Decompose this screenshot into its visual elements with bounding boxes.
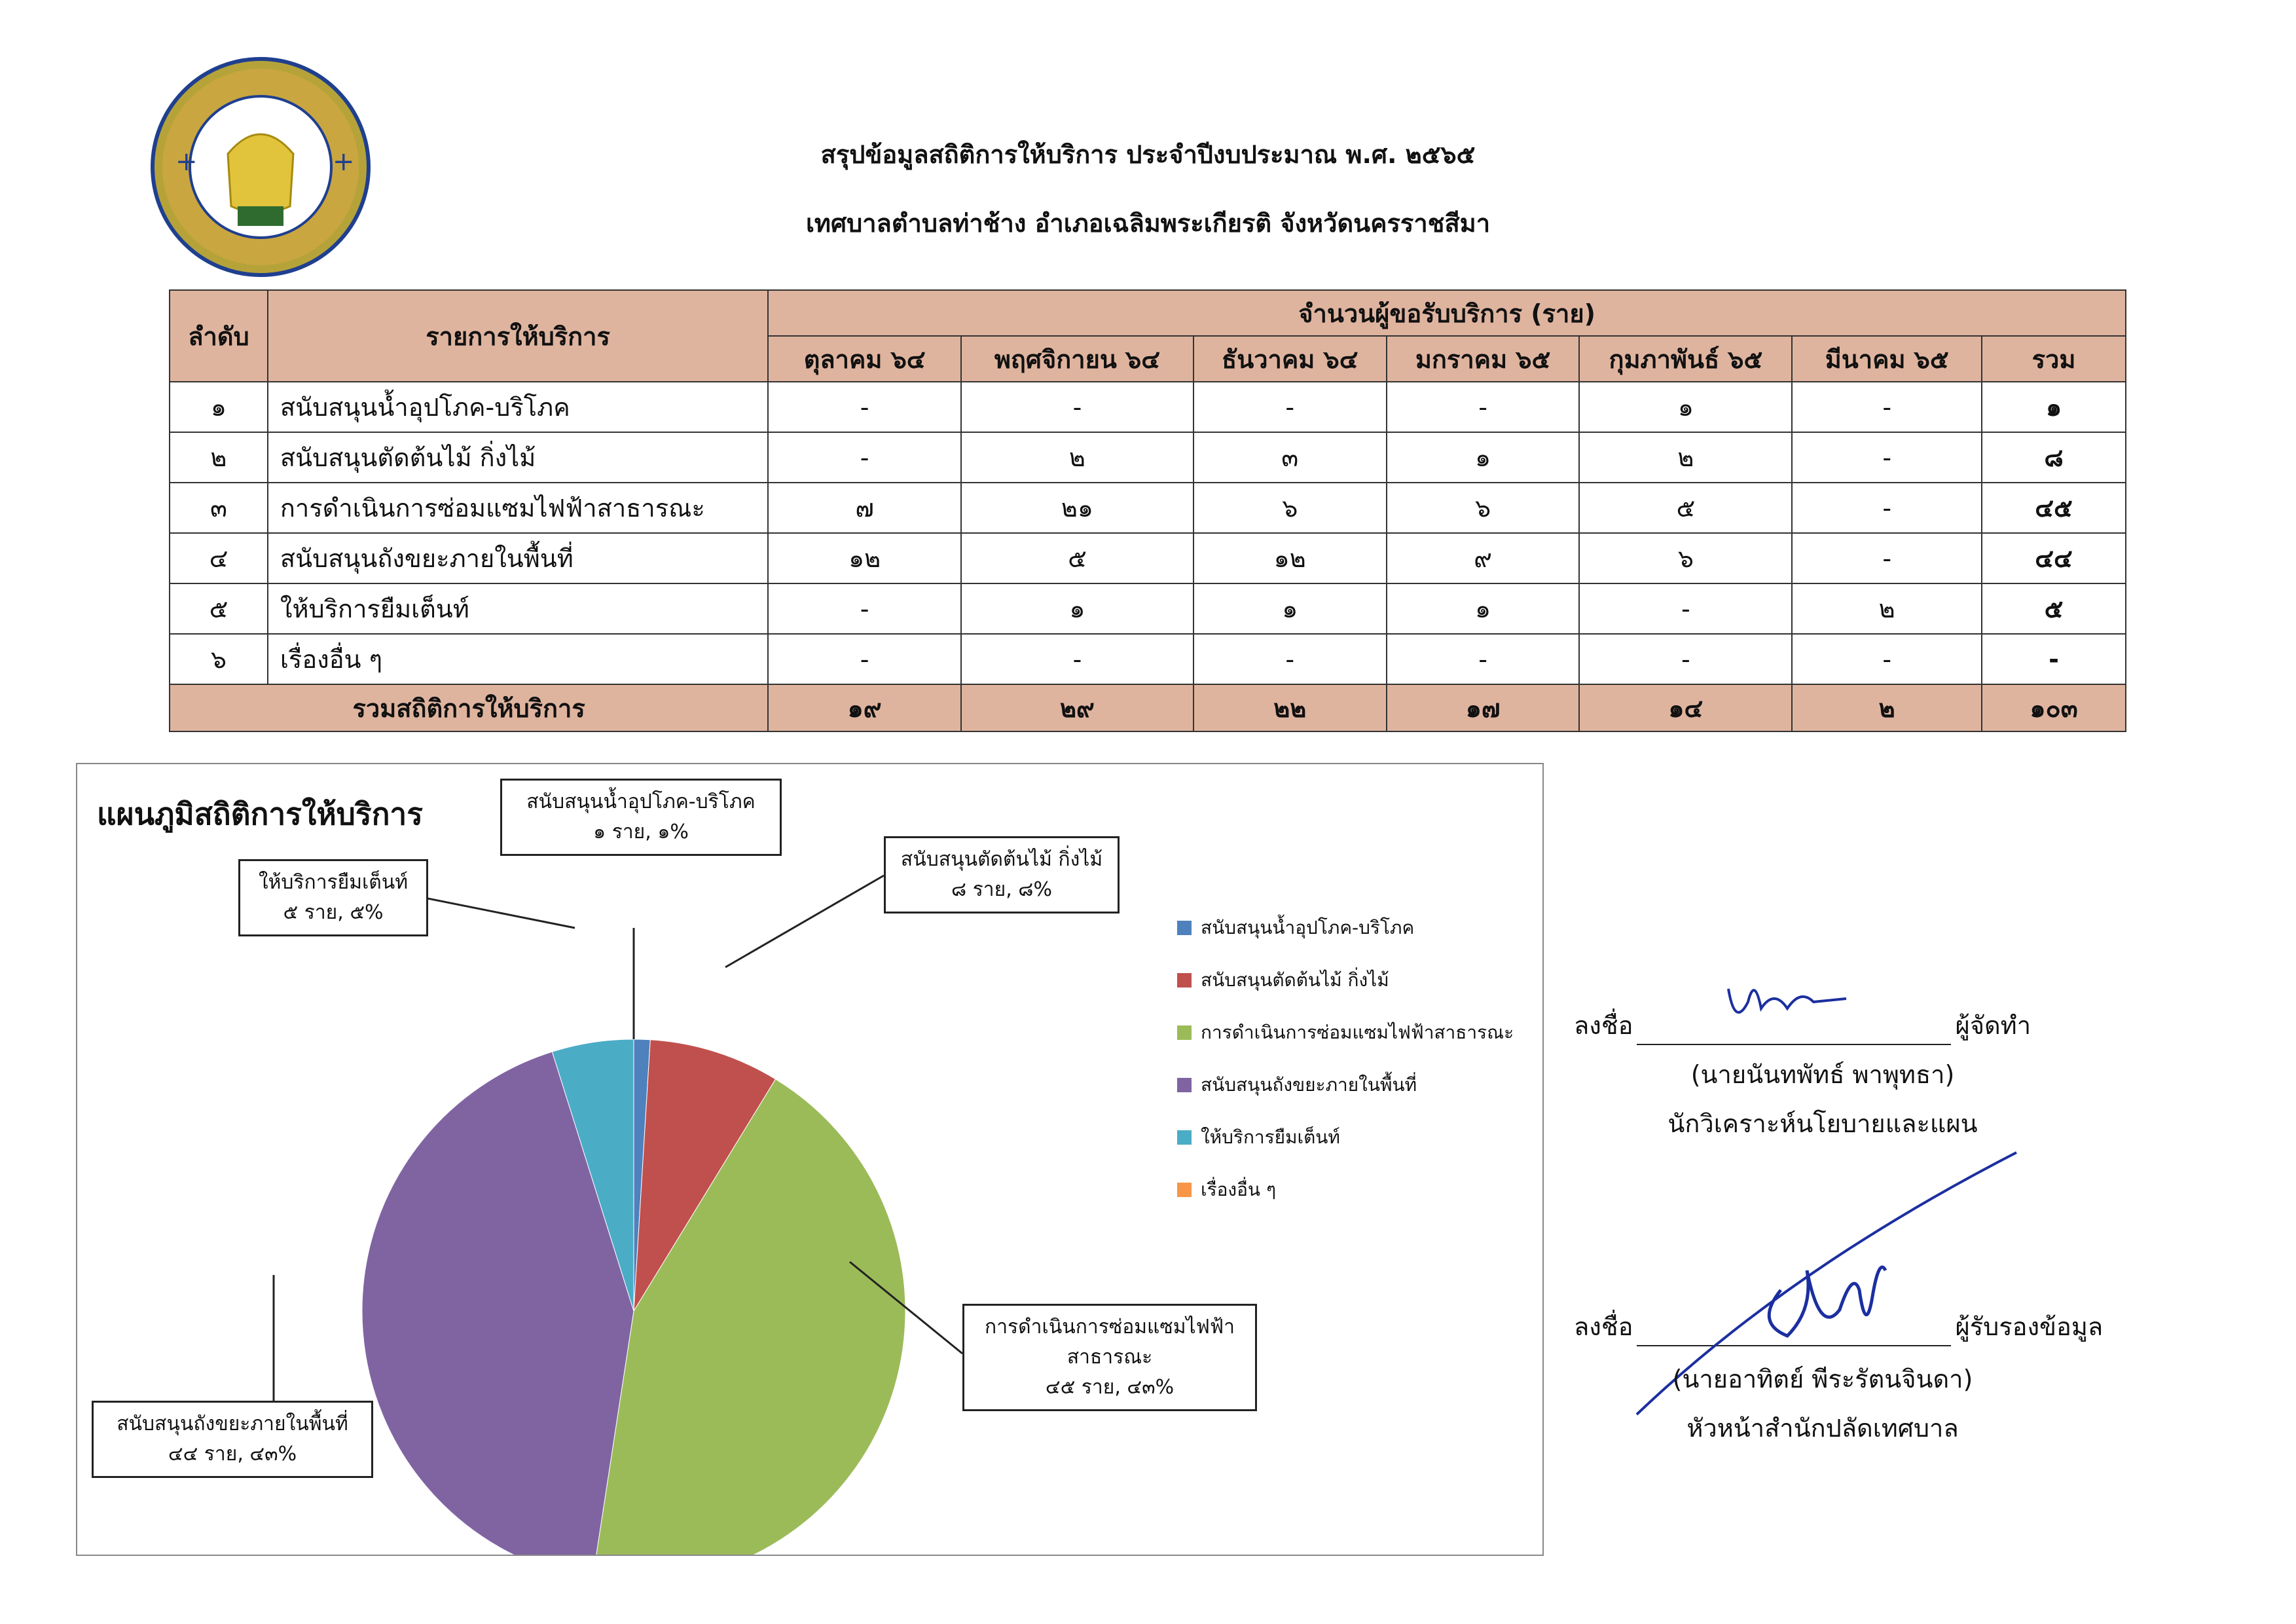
- table-cell: ๑: [1387, 432, 1580, 483]
- table-cell: ๑: [1982, 382, 2126, 432]
- legend-swatch: [1177, 973, 1192, 987]
- signer-name-1: (นายนันทพัทธ์ พาพุทธา): [1690, 1060, 1955, 1089]
- table-cell: เรื่องอื่น ๆ: [268, 634, 768, 684]
- table-cell: ๕: [170, 583, 268, 634]
- leader-line: [725, 876, 884, 967]
- table-cell: สนับสนุนน้ำอุปโภค-บริโภค: [268, 382, 768, 432]
- total-cell: ๒๙: [961, 684, 1194, 731]
- col-header-month: ตุลาคม ๖๔: [768, 336, 961, 382]
- col-header-month: กุมภาพันธ์ ๖๕: [1579, 336, 1792, 382]
- svg-text:+: +: [333, 147, 355, 177]
- callout-waste: [92, 1401, 373, 1478]
- callout-detail: ๘ ราย, ๘%: [951, 878, 1052, 901]
- table-cell: -: [1792, 533, 1982, 583]
- callout-detail: ๕ ราย, ๕%: [283, 901, 384, 924]
- legend-swatch: [1177, 1025, 1192, 1040]
- col-header-order: ลำดับ: [170, 290, 268, 382]
- table-cell: -: [1387, 382, 1580, 432]
- callout-name: สนับสนุนตัดต้นไม้ กิ่งไม้: [900, 848, 1103, 871]
- table-cell: ๑: [1194, 583, 1387, 634]
- table-cell: -: [768, 634, 961, 684]
- table-cell: สนับสนุนตัดต้นไม้ กิ่งไม้: [268, 432, 768, 483]
- callout-name: การดำเนินการซ่อมแซมไฟฟ้า สาธารณะ: [985, 1316, 1235, 1369]
- handwritten-signature-1: [1715, 963, 1872, 1035]
- col-header-month: พฤศจิกายน ๖๔: [961, 336, 1194, 382]
- table-cell: -: [768, 382, 961, 432]
- table-cell: ๓: [170, 483, 268, 533]
- callout-name: สนับสนุนน้ำอุปโภค-บริโภค: [526, 790, 756, 813]
- table-cell: -: [1579, 583, 1792, 634]
- total-cell: ๒๒: [1194, 684, 1387, 731]
- callout-detail: ๑ ราย, ๑%: [593, 821, 689, 843]
- table-cell: -: [1792, 483, 1982, 533]
- callout-water: [500, 779, 782, 856]
- leader-line: [411, 895, 575, 928]
- table-cell: -: [1579, 634, 1792, 684]
- table-cell: ๒: [170, 432, 268, 483]
- table-cell: -: [961, 382, 1194, 432]
- sign-label: ลงชื่อ: [1574, 1312, 1633, 1341]
- total-cell: ๒: [1792, 684, 1982, 731]
- table-cell: -: [1792, 634, 1982, 684]
- total-cell: ๑๔: [1579, 684, 1792, 731]
- table-row: [170, 483, 2126, 533]
- table-cell: ๒: [1579, 432, 1792, 483]
- statistics-table: [169, 289, 2126, 732]
- table-cell: ๑: [1579, 382, 1792, 432]
- table-cell: ๕: [1982, 583, 2126, 634]
- table-cell: ๙: [1387, 533, 1580, 583]
- callout-tent: [238, 859, 428, 936]
- legend-item: [1177, 902, 1514, 954]
- col-header-total: รวม: [1982, 336, 2126, 382]
- table-cell: ๑: [1387, 583, 1580, 634]
- table-cell: ๒: [961, 432, 1194, 483]
- callout-name: สนับสนุนถังขยะภายในพื้นที่: [117, 1412, 348, 1435]
- legend-label: การดำเนินการซ่อมแซมไฟฟ้าสาธารณะ: [1201, 1022, 1514, 1043]
- chart-legend: [1177, 902, 1514, 1216]
- table-row: [170, 432, 2126, 483]
- table-cell: ๕: [961, 533, 1194, 583]
- callout-electric: [962, 1304, 1257, 1411]
- signer-name-2: (นายอาทิตย์ พีระรัตนจินดา): [1672, 1365, 1973, 1393]
- pie-chart-panel: [76, 763, 1544, 1556]
- callout-name: ให้บริการยืมเต็นท์: [258, 871, 409, 894]
- callout-detail: ๔๕ ราย, ๔๓%: [1045, 1376, 1175, 1399]
- table-cell: -: [1194, 634, 1387, 684]
- table-cell: ๔: [170, 533, 268, 583]
- table-cell: -: [1982, 634, 2126, 684]
- table-row: [170, 634, 2126, 684]
- table-row: [170, 583, 2126, 634]
- table-cell: สนับสนุนถังขยะภายในพื้นที่: [268, 533, 768, 583]
- table-cell: ๒: [1792, 583, 1982, 634]
- table-cell: ๖: [1387, 483, 1580, 533]
- total-cell: ๑๙: [768, 684, 961, 731]
- col-header-group: จำนวนผู้ขอรับบริการ (ราย): [768, 290, 2126, 336]
- legend-label: สนับสนุนน้ำอุปโภค-บริโภค: [1201, 917, 1415, 938]
- table-cell: ๔๔: [1982, 533, 2126, 583]
- table-cell: -: [1387, 634, 1580, 684]
- legend-label: เรื่องอื่น ๆ: [1201, 1179, 1276, 1200]
- signature-line: [1637, 1044, 1951, 1045]
- legend-label: สนับสนุนตัดต้นไม้ กิ่งไม้: [1201, 969, 1389, 991]
- total-label: รวมสถิติการให้บริการ: [170, 684, 768, 731]
- legend-swatch: [1177, 921, 1192, 935]
- table-cell: -: [961, 634, 1194, 684]
- signer-position-1: นักวิเคราะห์นโยบายและแผน: [1667, 1109, 1978, 1138]
- sign-role: ผู้รับรองข้อมูล: [1955, 1312, 2104, 1341]
- table-cell: ๒๑: [961, 483, 1194, 533]
- table-row: [170, 533, 2126, 583]
- table-cell: ๔๕: [1982, 483, 2126, 533]
- col-header-service: รายการให้บริการ: [268, 290, 768, 382]
- legend-item: [1177, 1059, 1514, 1111]
- table-cell: ๖: [1579, 533, 1792, 583]
- col-header-month: มกราคม ๖๕: [1387, 336, 1580, 382]
- table-cell: ๑๒: [1194, 533, 1387, 583]
- signer-position-2: หัวหน้าสำนักปลัดเทศบาล: [1686, 1414, 1959, 1443]
- legend-item: [1177, 1111, 1514, 1164]
- table-cell: -: [768, 583, 961, 634]
- table-cell: ๑: [961, 583, 1194, 634]
- table-cell: ๑๒: [768, 533, 961, 583]
- legend-swatch: [1177, 1078, 1192, 1092]
- legend-swatch: [1177, 1183, 1192, 1197]
- table-cell: ให้บริการยืมเต็นท์: [268, 583, 768, 634]
- table-cell: ๘: [1982, 432, 2126, 483]
- table-cell: -: [1792, 432, 1982, 483]
- table-row: [170, 382, 2126, 432]
- chart-title: แผนภูมิสถิติการให้บริการ: [97, 796, 423, 832]
- callout-detail: ๔๔ ราย, ๔๓%: [168, 1443, 297, 1466]
- sign-label: ลงชื่อ: [1574, 1011, 1633, 1040]
- report-title: สรุปข้อมูลสถิติการให้บริการ ประจำปีงบประมาณ พ.ศ. ๒๕๖๕: [820, 140, 1476, 169]
- report-subtitle: เทศบาลตำบลท่าช้าง อำเภอเฉลิมพระเกียรติ จังหวัดนครราชสีมา: [805, 209, 1491, 238]
- table-cell: ๓: [1194, 432, 1387, 483]
- table-cell: -: [1194, 382, 1387, 432]
- legend-item: [1177, 1006, 1514, 1059]
- table-cell: ๖: [170, 634, 268, 684]
- legend-label: ให้บริการยืมเต็นท์: [1201, 1126, 1340, 1148]
- total-cell: ๑๗: [1387, 684, 1580, 731]
- table-cell: การดำเนินการซ่อมแซมไฟฟ้าสาธารณะ: [268, 483, 768, 533]
- legend-item: [1177, 954, 1514, 1006]
- table-cell: ๗: [768, 483, 961, 533]
- legend-item: [1177, 1164, 1514, 1216]
- col-header-month: มีนาคม ๖๕: [1792, 336, 1982, 382]
- table-cell: ๑: [170, 382, 268, 432]
- table-cell: -: [768, 432, 961, 483]
- legend-label: สนับสนุนถังขยะภายในพื้นที่: [1201, 1074, 1417, 1096]
- table-cell: ๖: [1194, 483, 1387, 533]
- col-header-month: ธันวาคม ๖๔: [1194, 336, 1387, 382]
- grand-total-cell: ๑๐๓: [1982, 684, 2126, 731]
- callout-tree: [884, 836, 1120, 913]
- table-total-row: [170, 684, 2126, 731]
- table-cell: -: [1792, 382, 1982, 432]
- svg-text:+: +: [175, 147, 198, 177]
- legend-swatch: [1177, 1130, 1192, 1145]
- table-cell: ๕: [1579, 483, 1792, 533]
- sign-role: ผู้จัดทำ: [1955, 1011, 2032, 1040]
